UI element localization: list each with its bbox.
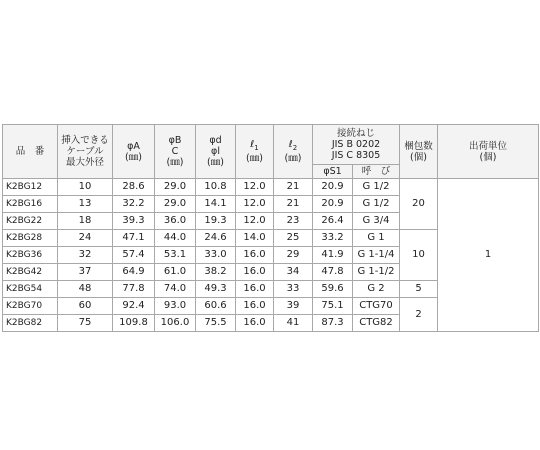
header-l1-main: ℓ: [250, 138, 255, 150]
cell-l1: 16.0: [236, 281, 274, 298]
cell-cable: 10: [58, 179, 113, 196]
cell-phi-b: 36.0: [155, 213, 196, 230]
cell-phi-b: 93.0: [155, 298, 196, 315]
cell-l1: 12.0: [236, 179, 274, 196]
cell-yobi: G 1-1/4: [353, 247, 400, 264]
header-ship: [438, 125, 539, 179]
header-phi-b-line2: C: [171, 146, 179, 157]
header-ship-unit: (個): [479, 151, 497, 163]
cell-model: K2BG82: [3, 315, 58, 332]
header-phi-d: [196, 125, 236, 179]
cell-phi-d: 19.3: [196, 213, 236, 230]
header-thread-yobi: [353, 165, 400, 179]
cell-yobi: CTG82: [353, 315, 400, 332]
header-l2-unit: (㎜): [284, 153, 302, 165]
cell-phi-b: 29.0: [155, 196, 196, 213]
header-cable-line1: 挿入できる: [61, 135, 109, 146]
cell-phi-a: 28.6: [113, 179, 155, 196]
cell-s1: 59.6: [313, 281, 353, 298]
header-pack-unit: (個): [410, 151, 427, 163]
header-model: [3, 125, 58, 179]
spec-table: [2, 124, 539, 332]
cell-yobi: G 2: [353, 281, 400, 298]
cell-model: K2BG12: [3, 179, 58, 196]
cell-l2: 23: [274, 213, 313, 230]
cell-phi-a: 32.2: [113, 196, 155, 213]
cell-phi-a: 47.1: [113, 230, 155, 247]
header-phi-d-unit: (㎜): [207, 157, 224, 168]
cell-yobi: G 3/4: [353, 213, 400, 230]
header-cable-line3: 最大外径: [65, 157, 104, 168]
cell-pack-group-3: 5: [400, 281, 438, 298]
cell-model: K2BG22: [3, 213, 58, 230]
cell-l1: 16.0: [236, 247, 274, 264]
cell-yobi: G 1/2: [353, 179, 400, 196]
cell-l1: 16.0: [236, 264, 274, 281]
cell-s1: 33.2: [313, 230, 353, 247]
cell-l2: 34: [274, 264, 313, 281]
header-cable: [58, 125, 113, 179]
cell-phi-d: 24.6: [196, 230, 236, 247]
cell-yobi: CTG70: [353, 298, 400, 315]
cell-pack-group-2: 10: [400, 230, 438, 281]
header-l2-sub: 2: [292, 143, 298, 152]
cell-pack-group-1: 20: [400, 179, 438, 230]
header-phi-d-line1: φd: [209, 135, 222, 146]
cell-phi-d: 10.8: [196, 179, 236, 196]
cell-l2: 41: [274, 315, 313, 332]
header-pack-line1: 梱包数: [404, 140, 433, 152]
cell-model: K2BG16: [3, 196, 58, 213]
header-phi-b-unit: (㎜): [166, 157, 184, 168]
cell-phi-a: 64.9: [113, 264, 155, 281]
cell-yobi: G 1-1/2: [353, 264, 400, 281]
header-l2-main: ℓ: [288, 138, 293, 150]
cell-phi-d: 38.2: [196, 264, 236, 281]
header-phi-d-line2: φl: [211, 146, 220, 157]
header-pack: [400, 125, 438, 179]
header-phi-b-line1: φB: [168, 135, 182, 146]
cell-phi-a: 39.3: [113, 213, 155, 230]
cell-phi-d: 60.6: [196, 298, 236, 315]
cell-model: K2BG70: [3, 298, 58, 315]
cell-phi-d: 33.0: [196, 247, 236, 264]
header-l1-unit: (㎜): [246, 153, 263, 165]
cell-model: K2BG54: [3, 281, 58, 298]
cell-l1: 16.0: [236, 298, 274, 315]
cell-phi-b: 53.1: [155, 247, 196, 264]
cell-l2: 29: [274, 247, 313, 264]
cell-phi-b: 44.0: [155, 230, 196, 247]
header-phi-b: [155, 125, 196, 179]
cell-l2: 21: [274, 196, 313, 213]
cell-phi-b: 29.0: [155, 179, 196, 196]
cell-l1: 16.0: [236, 315, 274, 332]
cell-l1: 12.0: [236, 213, 274, 230]
cell-s1: 41.9: [313, 247, 353, 264]
cell-cable: 37: [58, 264, 113, 281]
cell-phi-b: 61.0: [155, 264, 196, 281]
header-thread-s1-label: φS1: [323, 166, 342, 177]
cell-cable: 18: [58, 213, 113, 230]
cell-phi-d: 14.1: [196, 196, 236, 213]
cell-l1: 14.0: [236, 230, 274, 247]
header-thread-line1: 接続ねじ: [337, 128, 376, 139]
cell-phi-b: 106.0: [155, 315, 196, 332]
cell-l2: 33: [274, 281, 313, 298]
cell-s1: 20.9: [313, 196, 353, 213]
header-phi-a-unit: (㎜): [125, 151, 142, 163]
header-l1-symbol: [236, 139, 273, 154]
cell-phi-d: 49.3: [196, 281, 236, 298]
cell-model: K2BG36: [3, 247, 58, 264]
header-phi-a: [113, 125, 155, 179]
cell-s1: 87.3: [313, 315, 353, 332]
cell-s1: 20.9: [313, 179, 353, 196]
cell-phi-a: 77.8: [113, 281, 155, 298]
cell-l2: 39: [274, 298, 313, 315]
cell-cable: 75: [58, 315, 113, 332]
cell-phi-b: 74.0: [155, 281, 196, 298]
header-model-label: 品 番: [15, 146, 45, 157]
header-phi-a-line1: φA: [127, 140, 140, 152]
header-thread: [313, 125, 400, 165]
header-thread-yobi-label: 呼 び: [361, 166, 391, 177]
spec-table-body: [3, 179, 539, 332]
table-row: [3, 179, 539, 196]
header-thread-line3: JIS C 8305: [331, 150, 381, 161]
cell-cable: 60: [58, 298, 113, 315]
cell-cable: 24: [58, 230, 113, 247]
cell-l1: 12.0: [236, 196, 274, 213]
cell-model: K2BG42: [3, 264, 58, 281]
cell-l2: 21: [274, 179, 313, 196]
cell-s1: 75.1: [313, 298, 353, 315]
cell-yobi: G 1: [353, 230, 400, 247]
header-thread-line2: JIS B 0202: [331, 139, 381, 150]
cell-phi-a: 92.4: [113, 298, 155, 315]
header-l2: [274, 125, 313, 179]
header-cable-line2: ケーブル: [66, 146, 104, 157]
cell-phi-d: 75.5: [196, 315, 236, 332]
cell-phi-a: 57.4: [113, 247, 155, 264]
cell-s1: 26.4: [313, 213, 353, 230]
header-ship-line1: 出荷単位: [469, 140, 508, 152]
cell-model: K2BG28: [3, 230, 58, 247]
cell-cable: 32: [58, 247, 113, 264]
cell-ship-unit: 1: [438, 179, 539, 332]
cell-pack-group-4: 2: [400, 298, 438, 332]
cell-cable: 13: [58, 196, 113, 213]
header-l1-sub: 1: [254, 143, 259, 152]
header-thread-s1: [313, 165, 353, 179]
cell-yobi: G 1/2: [353, 196, 400, 213]
header-l1: [236, 125, 274, 179]
cell-s1: 47.8: [313, 264, 353, 281]
header-l2-symbol: [274, 139, 312, 154]
cell-cable: 48: [58, 281, 113, 298]
cell-phi-a: 109.8: [113, 315, 155, 332]
cell-l2: 25: [274, 230, 313, 247]
